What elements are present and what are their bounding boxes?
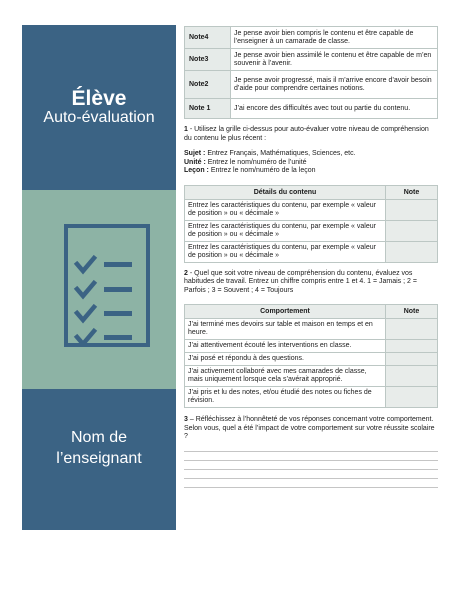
rating-description: J’ai encore des difficultés avec tout ou partie du contenu. [231, 99, 438, 119]
table-row [185, 199, 438, 220]
column-header-behavior: Comportement [185, 305, 386, 319]
table-header-row [185, 185, 438, 199]
section-3-instructions: 3 – Réfléchissez à l’honnêteté de vos réponses concernant votre comportement. Selon vous, quel a été l’impact de votre comportement sur votre réussite scolaire ? [184, 416, 435, 440]
behavior-table [184, 304, 438, 408]
content-details-table [184, 185, 438, 263]
answer-line[interactable] [184, 461, 438, 470]
section-2-instructions: 2 - Quel que soit votre niveau de compréhension du contenu, évaluez vos habitudes de travail. Entrez un chiffre compris entre 1 et 4. 1 = Jamais ; 2 = Parfois ; 3 = Souvent ; 4 = Toujours [184, 269, 417, 294]
unit-line: Unité : Entrez le nom/numéro de l’unité [184, 158, 307, 166]
rating-description: Je pense avoir progressé, mais il m’arrive encore d’avoir besoin d’aide pour comprendre certaines notions. [231, 71, 438, 99]
rating-row [185, 99, 438, 119]
table-row [185, 241, 438, 262]
rating-scale-table [184, 26, 438, 119]
lesson-field[interactable]: Entrez le nom/numéro de la leçon [208, 167, 316, 174]
behavior-cell: J’ai terminé mes devoirs sur table et maison en temps et en heure. [185, 319, 386, 340]
rating-row [185, 49, 438, 71]
unit-field[interactable]: Entrez le nom/numéro de l’unité [205, 158, 307, 166]
teacher-name[interactable]: Nom de l’enseignant [56, 429, 142, 467]
rating-label: Note 1 [185, 99, 231, 119]
behavior-cell: J’ai posé et répondu à des questions. [185, 353, 386, 366]
table-row [185, 340, 438, 353]
self-assessment-subtitle: Auto-évaluation [43, 109, 155, 126]
note-cell[interactable] [386, 387, 438, 408]
answer-line[interactable] [184, 443, 438, 452]
rating-description: Je pense avoir bien compris le contenu et être capable de l’enseigner à un camarade de classe. [231, 27, 438, 49]
behavior-cell: J’ai pris et lu des notes, et/ou étudié des notes ou fiches de révision. [185, 387, 386, 408]
rating-label: Note4 [185, 27, 231, 49]
table-row [185, 353, 438, 366]
rating-label: Note2 [185, 71, 231, 99]
table-row [185, 319, 438, 340]
note-cell[interactable] [386, 220, 438, 241]
answer-line[interactable] [184, 452, 438, 461]
answer-lines[interactable] [184, 443, 438, 489]
section-1-instructions: 1 - Utilisez la grille ci-dessus pour auto-évaluer votre niveau de compréhension du contenu le plus récent : [184, 126, 429, 142]
note-cell[interactable] [386, 241, 438, 262]
student-title[interactable]: Élève [71, 87, 127, 110]
table-header-row [185, 305, 438, 319]
sidebar [22, 25, 176, 530]
behavior-cell: J’ai attentivement écouté les interventions en classe. [185, 340, 386, 353]
answer-line[interactable] [184, 470, 438, 479]
column-header-note: Note [386, 305, 438, 319]
rating-label: Note3 [185, 49, 231, 71]
content-detail-cell[interactable]: Entrez les caractéristiques du contenu, par exemple « valeur de position » ou « décimale » [185, 199, 386, 220]
table-row [185, 220, 438, 241]
note-cell[interactable] [386, 366, 438, 387]
rating-row [185, 27, 438, 49]
lesson-line: Leçon : Entrez le nom/numéro de la leçon [184, 167, 316, 174]
rating-description: Je pense avoir bien assimilé le contenu et être capable de m’en souvenir à l’avenir. [231, 49, 438, 71]
note-cell[interactable] [386, 319, 438, 340]
subject-line: Sujet : Entrez Français, Mathématiques, Sciences, etc. [184, 150, 356, 157]
behavior-cell: J’ai activement collaboré avec mes camarades de classe, mais uniquement lorsque cela s’avérait approprié. [185, 366, 386, 387]
checklist-icon [64, 224, 150, 347]
table-row [185, 366, 438, 387]
main-content [184, 26, 438, 488]
note-cell[interactable] [386, 340, 438, 353]
column-header-note: Note [386, 185, 438, 199]
column-header-details: Détails du contenu [185, 185, 386, 199]
content-detail-cell[interactable]: Entrez les caractéristiques du contenu, par exemple « valeur de position » ou « décimale » [185, 241, 386, 262]
note-cell[interactable] [386, 353, 438, 366]
rating-row [185, 71, 438, 99]
table-row [185, 387, 438, 408]
subject-field[interactable]: Entrez Français, Mathématiques, Sciences, etc. [205, 150, 356, 157]
note-cell[interactable] [386, 199, 438, 220]
content-detail-cell[interactable]: Entrez les caractéristiques du contenu, par exemple « valeur de position » ou « décimale » [185, 220, 386, 241]
answer-line[interactable] [184, 479, 438, 488]
